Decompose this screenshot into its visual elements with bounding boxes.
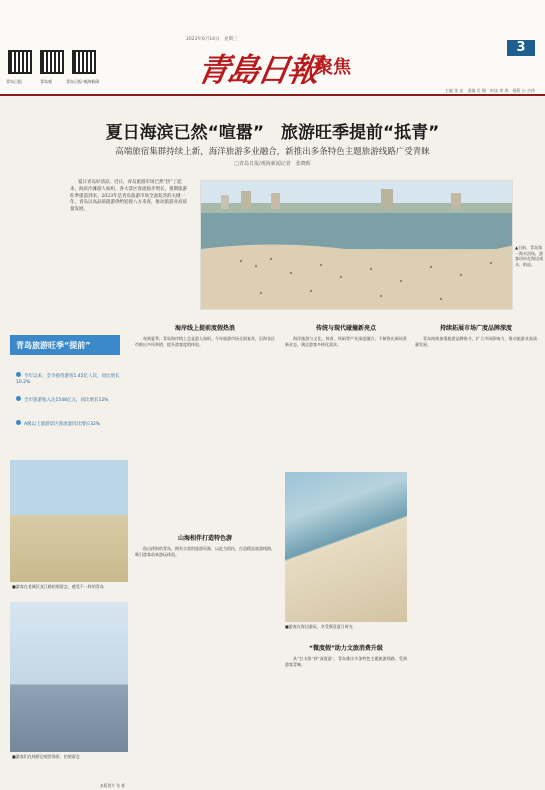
- photo-caption: ■游客们在栈桥边观赏海景、拍照留念: [12, 754, 80, 759]
- section-heading: 山海相伴打造特色游: [177, 535, 232, 542]
- section-heading: 传统与现代碰撞新亮点: [315, 325, 376, 332]
- photo-caption: ■游客在老城区龙江路拍照留念，感受不一样的青岛: [12, 584, 104, 589]
- qr-code-icon: [8, 50, 32, 74]
- bullet-icon: [16, 420, 21, 425]
- beach-scene-illustration: [201, 181, 513, 310]
- longjiang-road-photo: [10, 460, 128, 582]
- section-heading: 海岸线上提前度假热浪: [174, 325, 235, 332]
- photo-caption: ■游客在海边游玩，享受惬意夏日时光: [285, 624, 353, 629]
- bullet-icon: [16, 372, 21, 377]
- section-heading: 持续拓展市场广度品牌深度: [439, 325, 512, 332]
- stat-text: A级以上旅游景区客流量同比增长32%: [24, 422, 101, 427]
- seaside-photo: [285, 472, 407, 622]
- paragraph: 每到夏季，青岛海岸线上总是游人如织。今年旅游市场全面复苏，沿海各区市推出多项举措，提升游客度假体验。: [135, 336, 275, 348]
- page-number: 3: [507, 40, 535, 56]
- article-column: [135, 530, 275, 780]
- article-column: [285, 640, 407, 780]
- bullet-icon: [16, 396, 21, 401]
- paragraph: 海洋旅游与文化、体育、休闲等产业深度融合，不断推出新场景新业态，满足游客多样化需求。: [285, 336, 407, 348]
- headline: 夏日海滨已然“喧嚣” 旅游旺季提前“抵青”: [105, 123, 440, 143]
- qr-label: 青岛日报: [6, 79, 22, 84]
- stat-item: [16, 396, 128, 404]
- stat-text: 今年以来，全市接待游客1.45亿人次，同比增长10.2%: [16, 374, 120, 386]
- article-column: [135, 320, 275, 520]
- intro-paragraph: 夏日青岛好清凉。近日，青岛旅游市场已然“热”了起来，海滨沙滩游人如织，各大景区客流稳步增长，暑期旅游旺季提前到来。2023年是青岛旅游市场全面复苏的关键一年，青岛以高品质旅游供给迎接八方来客，推动旅游业高质量发展。: [70, 180, 187, 212]
- paragraph: 依山傍海的青岛，拥有丰富的旅游资源，以此为依托，打造精品旅游线路，吸引游客前来游玩体验。: [135, 546, 275, 558]
- stat-text: 全市旅游收入达1548亿元，同比增长12%: [24, 398, 109, 403]
- byline: □青岛日报/观海新闻记者 张晓晖: [234, 161, 311, 167]
- page-header: [0, 0, 545, 96]
- stat-item: [16, 420, 128, 428]
- section-name: 聚焦: [315, 57, 351, 78]
- issue-date: 2023年6月14日 星期三: [186, 37, 238, 42]
- paragraph: 从“打卡游”到“深度游”，青岛推出多条特色主题旅游线路，受到游客青睐。: [285, 656, 407, 668]
- article-column: [285, 320, 407, 460]
- photo-caption: ▲日前，青岛第一海水浴场，游客纷纷在海边戏水、纳凉。: [515, 245, 543, 267]
- section-heading: “微度假”助力文旅消费升级: [309, 645, 383, 652]
- paragraph: 青岛持续加强旅游品牌推介，扩大市场影响力，推动旅游业高质量发展。: [415, 336, 537, 348]
- subheadline: 高端旅宿集群持续上新，海洋旅游多业融合，新推出多条特色主题旅游线路广受青睐: [115, 147, 430, 157]
- sidebar-title: 青岛旅游旺季“提前”: [10, 335, 120, 355]
- newspaper-masthead: 青島日報: [194, 51, 322, 89]
- qr-label: 青岛观: [40, 79, 52, 84]
- stat-item: [16, 372, 128, 386]
- pier-photo: [10, 602, 128, 752]
- qr-code-icon: [40, 50, 64, 74]
- qr-code-icon: [72, 50, 96, 74]
- editor-credits: 主编 张 忠 责编 吴 翰 审读 李 鸿 排版 白 吉伟: [444, 88, 535, 93]
- qr-label: 青岛日报·观海新闻: [66, 79, 100, 84]
- beach-crowd-photo: [200, 180, 513, 310]
- article-column: [415, 320, 537, 780]
- photo-credit: 本版图片 张 栋: [100, 783, 126, 788]
